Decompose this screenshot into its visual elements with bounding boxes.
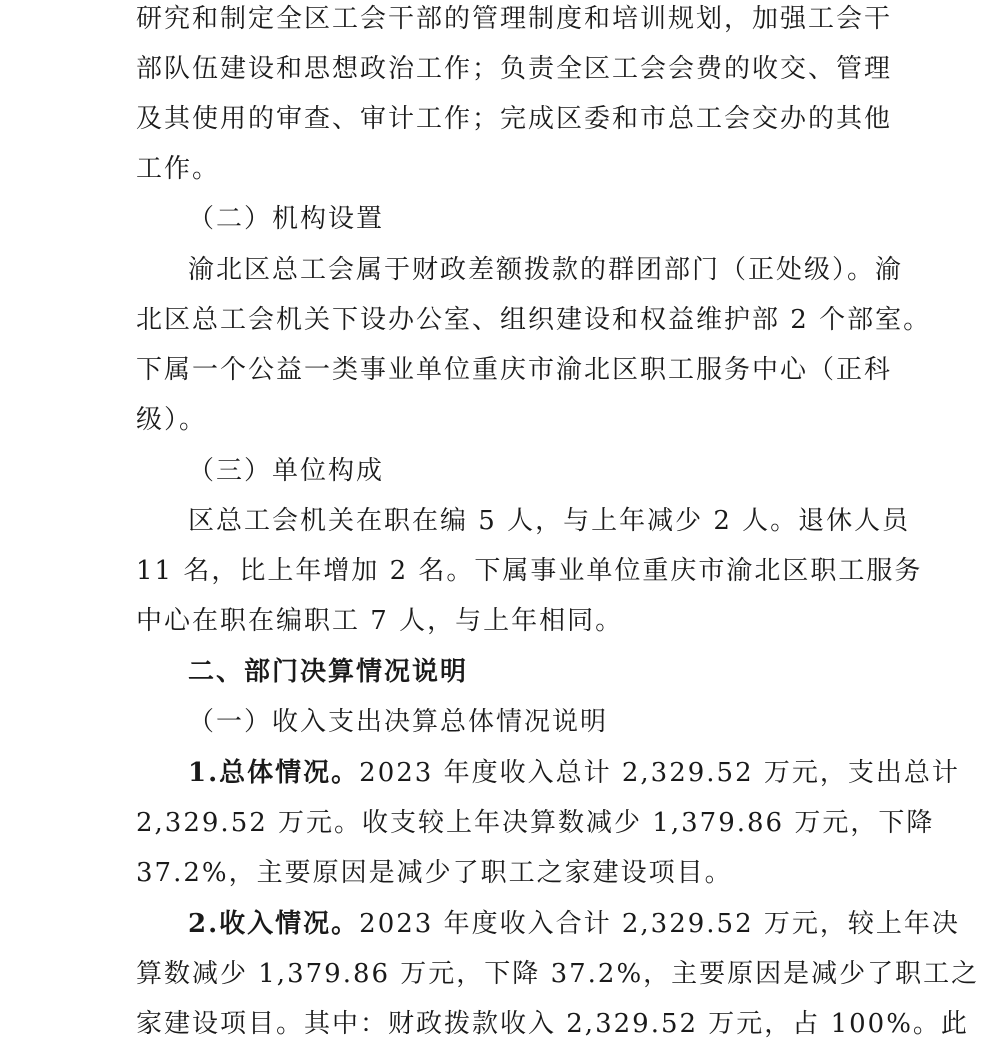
paragraph-lead-income: 2.收入情况。 xyxy=(188,909,360,939)
paragraph-income-line1 xyxy=(188,899,960,949)
body-text-line: 下属一个公益一类事业单位重庆市渝北区职工服务中心（正科 xyxy=(136,355,893,385)
body-text-line: 2,329.52 万元。收支较上年决算数减少 1,379.86 万元，下降 xyxy=(136,808,935,838)
body-text-line: 算数减少 1,379.86 万元，下降 37.2%，主要原因是减少了职工之 xyxy=(136,959,980,989)
body-text-line: 家建设项目。其中：财政拨款收入 2,329.52 万元，占 100%。此 xyxy=(136,1009,969,1039)
body-text-line: 11 名，比上年增加 2 名。下属事业单位重庆市渝北区职工服务 xyxy=(136,556,923,586)
body-text-line: 渝北区总工会属于财政差额拨款的群团部门（正处级）。渝 xyxy=(188,255,904,285)
body-text-line: 区总工会机关在职在编 5 人，与上年减少 2 人。退休人员 xyxy=(188,506,911,536)
paragraph-text: 2023 年度收入合计 2,329.52 万元，较上年决 xyxy=(359,909,960,939)
body-text-line: 37.2%，主要原因是减少了职工之家建设项目。 xyxy=(136,858,733,888)
section-heading-composition: （三）单位构成 xyxy=(188,456,385,486)
body-text-line: 部队伍建设和思想政治工作；负责全区工会会费的收交、管理 xyxy=(136,54,893,84)
body-text-line: 研究和制定全区工会干部的管理制度和培训规划，加强工会干 xyxy=(136,4,893,34)
paragraph-text: 2023 年度收入总计 2,329.52 万元，支出总计 xyxy=(359,758,960,788)
section-heading-overview: （一）收入支出决算总体情况说明 xyxy=(188,707,609,737)
body-text-line: 中心在职在编职工 7 人，与上年相同。 xyxy=(136,606,624,636)
body-text-line: 级）。 xyxy=(136,405,208,435)
paragraph-lead-overall: 1.总体情况。 xyxy=(188,758,360,788)
body-text-line: 北区总工会机关下设办公室、组织建设和权益维护部 2 个部室。 xyxy=(136,305,932,335)
section-heading-institution: （二）机构设置 xyxy=(188,204,385,234)
body-text-line: 工作。 xyxy=(136,154,221,184)
paragraph-overall-line1 xyxy=(188,748,960,798)
chapter-heading: 二、部门决算情况说明 xyxy=(188,657,469,687)
body-text-line: 及其使用的审查、审计工作；完成区委和市总工会交办的其他 xyxy=(136,104,893,134)
